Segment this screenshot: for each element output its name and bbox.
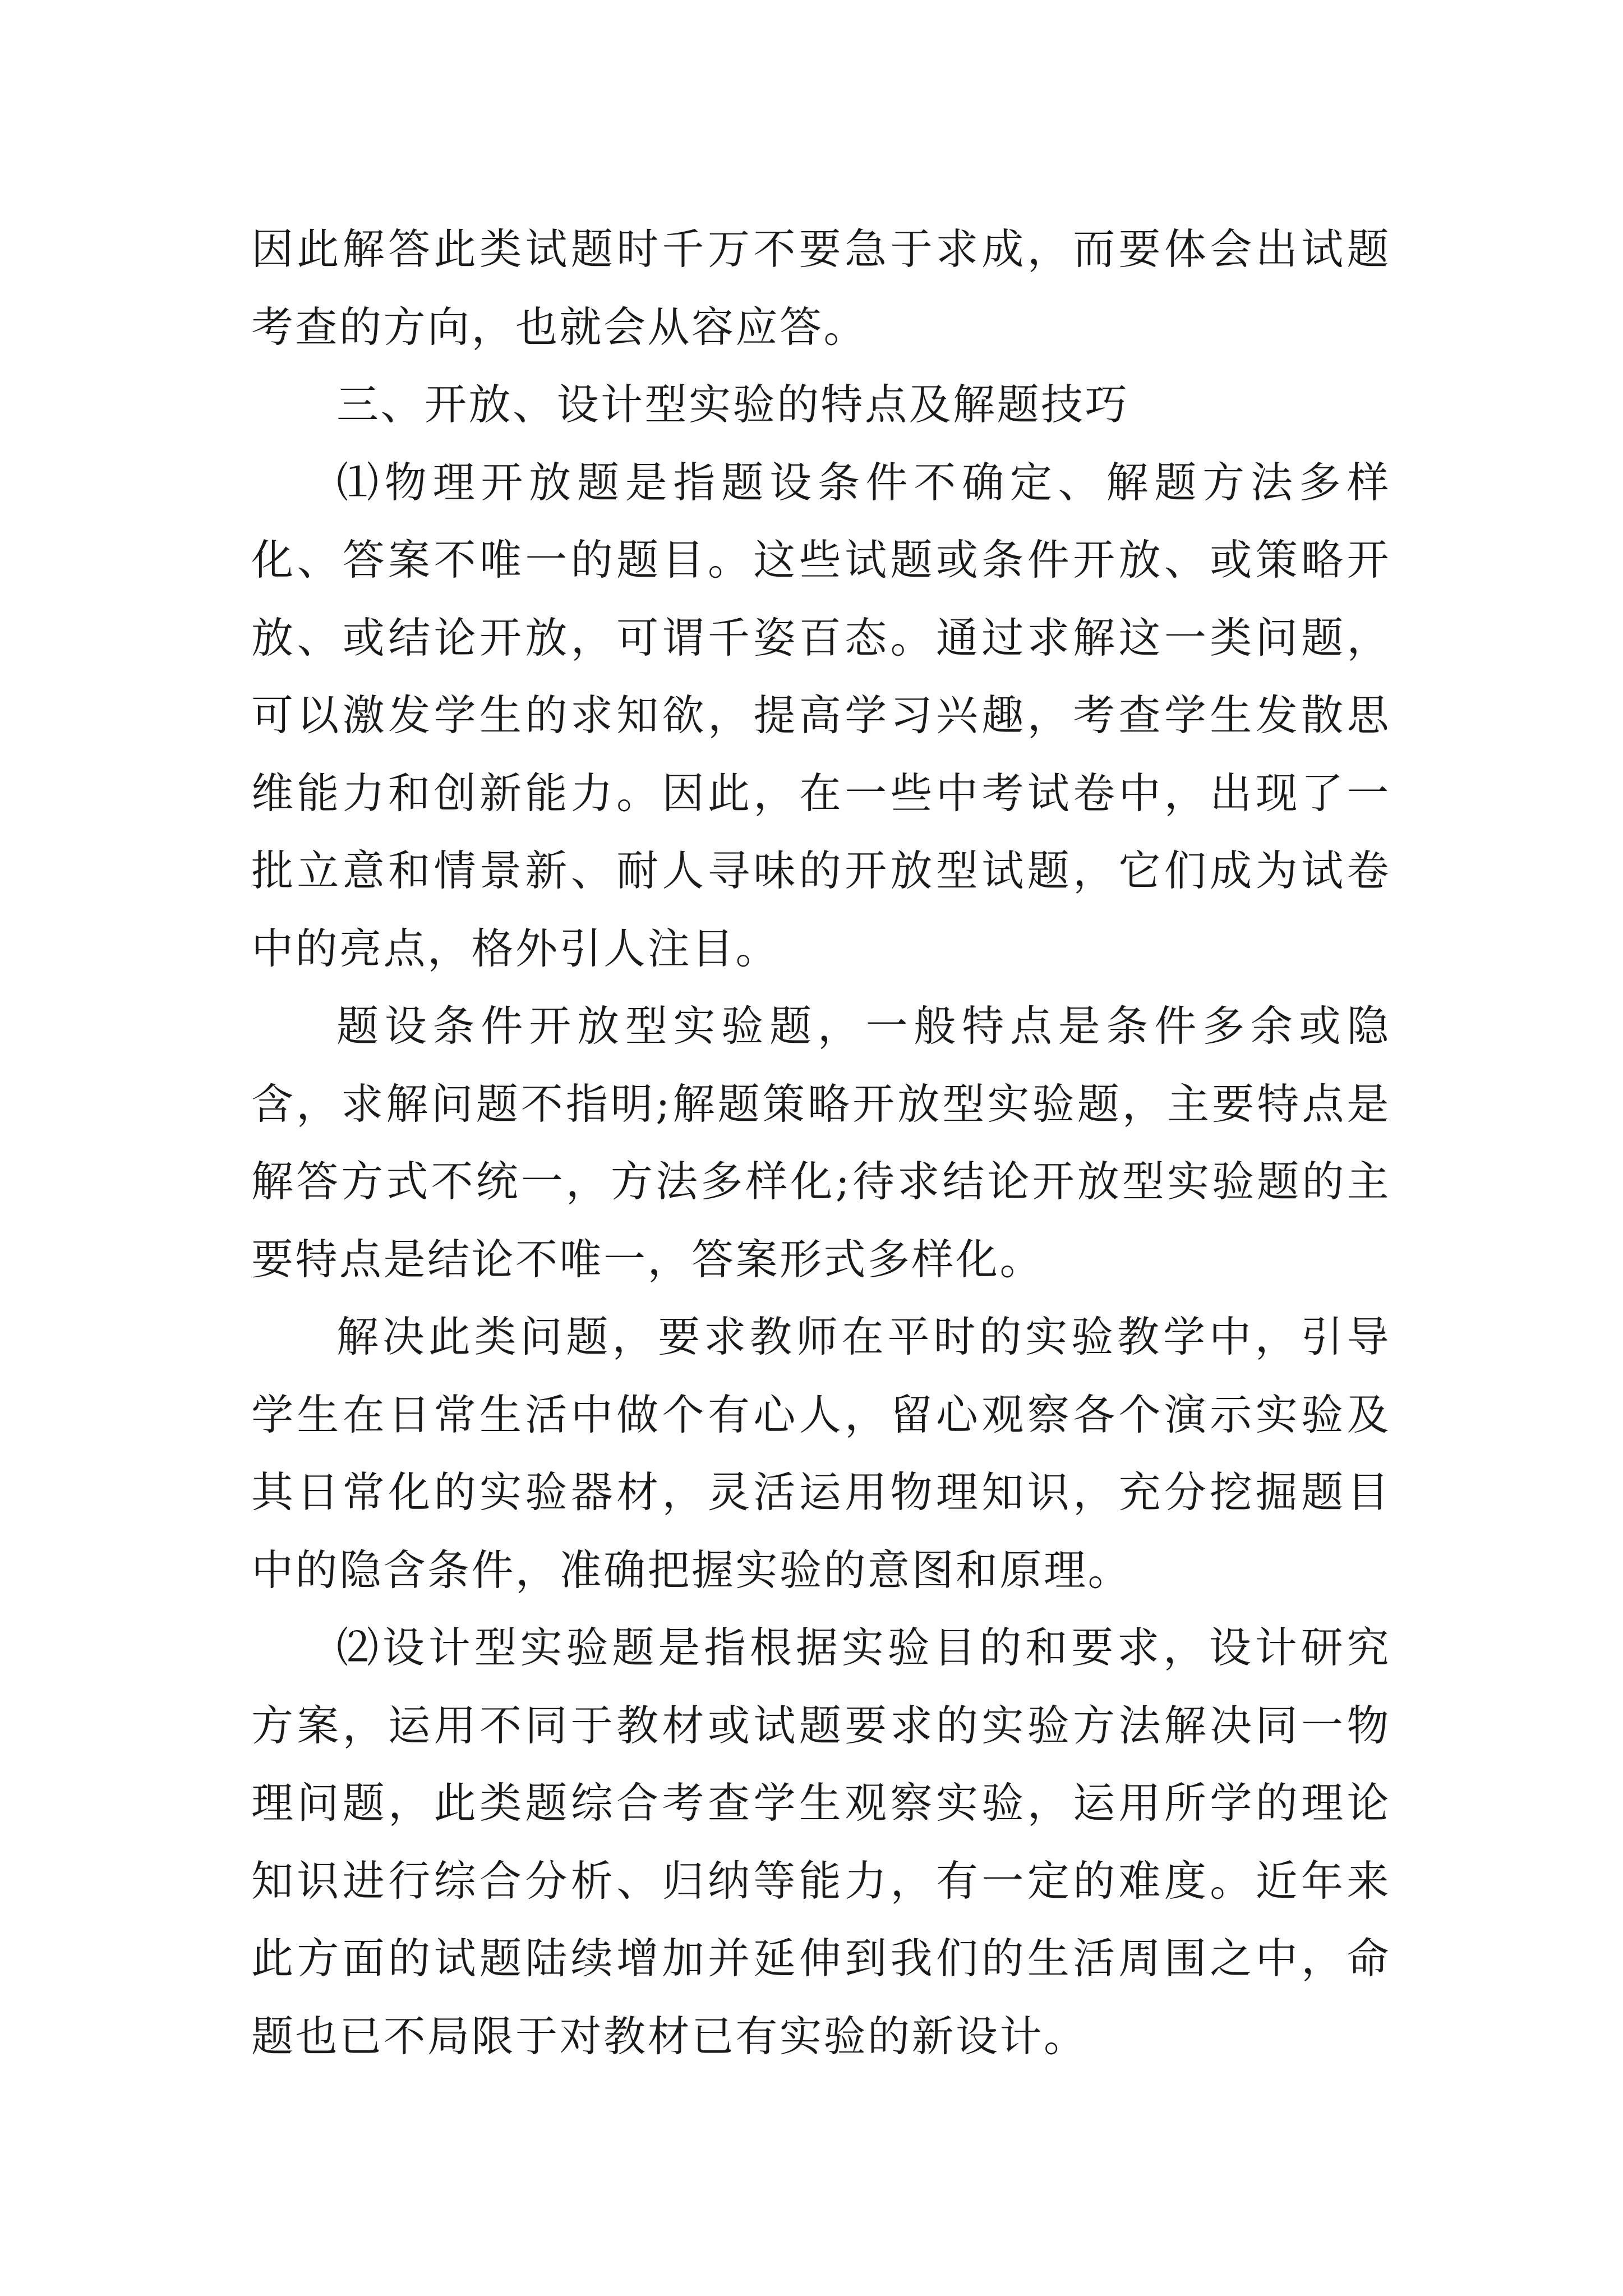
paragraph-open-types: 题设条件开放型实验题，一般特点是条件多余或隐含，求解问题不指明;解题策略开放型实验题，主要特点是解答方式不统一，方法多样化;待求结论开放型实验题的主要特点是结论不唯一，答案形式多样化。: [251, 1001, 1391, 1284]
document-body: [251, 210, 1391, 2075]
paragraph-open-problems: ⑴物理开放题是指题设条件不确定、解题方法多样化、答案不唯一的题目。这些试题或条件开放、或策略开放、或结论开放，可谓千姿百态。通过求解这一类问题，可以激发学生的求知欲，提高学习兴趣，考查学生发散思维能力和创新能力。因此，在一些中考试卷中，出现了一批立意和情景新、耐人寻味的开放型试题，它们成为试卷中的亮点，格外引人注目。: [251, 457, 1391, 973]
paragraph-continuation: 因此解答此类试题时千万不要急于求成，而要体会出试题考查的方向，也就会从容应答。: [251, 224, 1391, 352]
paragraph-design-experiments: ⑵设计型实验题是指根据实验目的和要求，设计研究方案，运用不同于教材或试题要求的实验方法解决同一物理问题，此类题综合考查学生观察实验，运用所学的理论知识进行综合分析、归纳等能力，有一定的难度。近年来此方面的试题陆续增加并延伸到我们的生活周围之中，命题也已不局限于对教材已有实验的新设计。: [251, 1623, 1391, 2061]
paragraph-solution-approach: 解决此类问题，要求教师在平时的实验教学中，引导学生在日常生活中做个有心人，留心观察各个演示实验及其日常化的实验器材，灵活运用物理知识，充分挖掘题目中的隐含条件，准确把握实验的意图和原理。: [251, 1312, 1391, 1595]
section-heading-open-design-experiments: 三、开放、设计型实验的特点及解题技巧: [336, 380, 1129, 429]
